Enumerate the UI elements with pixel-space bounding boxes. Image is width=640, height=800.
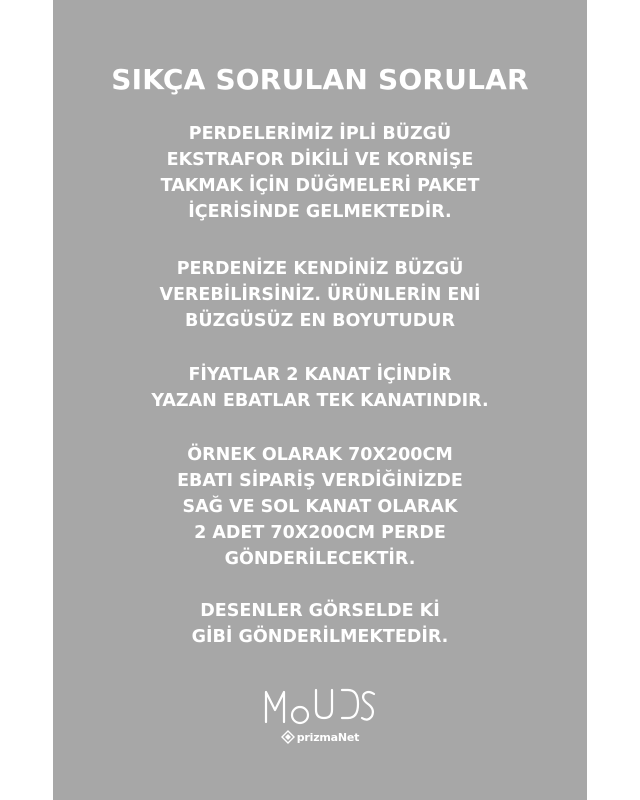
faq-line: FİYATLAR 2 KANAT İÇİNDİR [188, 365, 452, 385]
faq-panel [53, 0, 587, 800]
faq-title: SIKÇA SORULAN SORULAR [111, 63, 529, 96]
faq-line: İÇERİSİNDE GELMEKTEDİR. [188, 202, 452, 222]
faq-line: VEREBİLİRSİNİZ. ÜRÜNLERİN ENİ [159, 285, 481, 305]
faq-line: EBATI SİPARİŞ VERDİĞİNİZDE [177, 471, 463, 491]
faq-line: YAZAN EBATLAR TEK KANATINDIR. [151, 391, 489, 411]
faq-line: PERDELERİMİZ İPLİ BÜZGÜ [188, 124, 452, 144]
prizmanet-emblem-icon [281, 730, 295, 744]
faq-paragraph-3 [53, 362, 587, 414]
prizmanet-logo-text: prizmaNet [296, 730, 360, 744]
faq-line: BÜZGÜSÜZ EN BOYUTUDUR [185, 311, 455, 331]
faq-line: GİBİ GÖNDERİLMEKTEDİR. [191, 627, 449, 647]
faq-line: PERDENİZE KENDİNİZ BÜZGÜ [176, 259, 464, 279]
faq-line: TAKMAK İÇİN DÜĞMELERİ PAKET [160, 176, 480, 196]
faq-line: DESENLER GÖRSELDE Kİ [200, 601, 440, 621]
faq-paragraph-4 [53, 442, 587, 572]
faq-paragraph-1 [53, 121, 587, 225]
faq-line: ÖRNEK OLARAK 70X200CM [187, 445, 453, 465]
prizmanet-logo [53, 730, 587, 744]
faq-line: GÖNDERİLECEKTİR. [224, 549, 416, 569]
faq-paragraph-5 [53, 598, 587, 650]
faq-paragraph-2 [53, 256, 587, 334]
brand-logo [53, 684, 587, 744]
faq-line: EKSTRAFOR DİKİLİ VE KORNİŞE [166, 150, 474, 170]
moods-logo-wordmark [260, 684, 380, 728]
faq-line: SAĞ VE SOL KANAT OLARAK [182, 497, 458, 517]
faq-line: 2 ADET 70X200CM PERDE [194, 523, 446, 543]
